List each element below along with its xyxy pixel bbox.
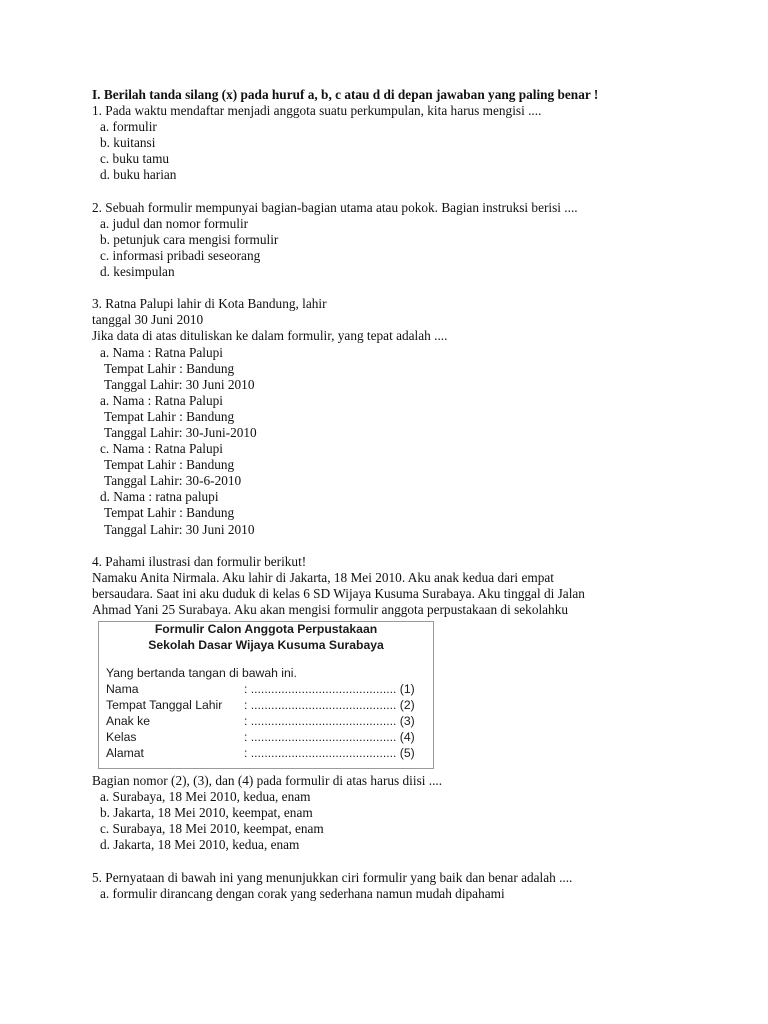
answer-option: a. Surabaya, 18 Mei 2010, kedua, enam <box>100 789 311 805</box>
answer-option: d. buku harian <box>100 167 177 183</box>
form-row-nama <box>106 681 433 697</box>
worksheet-page <box>92 87 732 902</box>
form-row-label: Alamat <box>106 746 144 761</box>
answer-option-detail: Tempat Lahir : Bandung <box>104 360 235 376</box>
answer-option: b. Jakarta, 18 Mei 2010, keempat, enam <box>100 805 313 821</box>
question-text: 5. Pernyataan di bawah ini yang menunjukkan ciri formulir yang baik dan benar adalah .... <box>92 869 573 885</box>
answer-option: d. Jakarta, 18 Mei 2010, kedua, enam <box>100 837 300 853</box>
question-1 <box>92 103 732 183</box>
story-text: Namaku Anita Nirmala. Aku lahir di Jakarta, 18 Mei 2010. Aku anak kedua dari empat <box>92 569 554 585</box>
form-row-label: Nama <box>106 682 139 697</box>
question-4 <box>92 554 732 854</box>
story-text: bersaudara. Saat ini aku duduk di kelas 6 SD Wijaya Kusuma Surabaya. Aku tinggal di Jalan <box>92 585 585 601</box>
answer-option: d. Nama : ratna palupi <box>100 489 219 505</box>
form-row-blank: : ........................................... (1) <box>244 682 415 697</box>
answer-option: b. kuitansi <box>100 135 156 151</box>
form-row-anak-ke <box>106 713 433 729</box>
question-text: Bagian nomor (2), (3), dan (4) pada formulir di atas harus diisi .... <box>92 773 443 789</box>
question-text: 1. Pada waktu mendaftar menjadi anggota suatu perkumpulan, kita harus mengisi .... <box>92 103 542 119</box>
form-row-label: Tempat Tanggal Lahir <box>106 698 223 713</box>
answer-option-detail: Tanggal Lahir: 30 Juni 2010 <box>104 376 255 392</box>
answer-option: c. Surabaya, 18 Mei 2010, keempat, enam <box>100 821 324 837</box>
form-row-kelas <box>106 729 433 745</box>
answer-option: b. petunjuk cara mengisi formulir <box>100 231 279 247</box>
answer-option-detail: Tempat Lahir : Bandung <box>104 457 235 473</box>
answer-option: a. Nama : Ratna Palupi <box>100 392 223 408</box>
answer-option: a. Nama : Ratna Palupi <box>100 344 223 360</box>
form-row-blank: : ........................................... (5) <box>244 746 415 761</box>
answer-option: a. formulir dirancang dengan corak yang sederhana namun mudah dipahami <box>100 885 505 901</box>
form-title: Formulir Calon Anggota Perpustakaan <box>154 622 378 637</box>
form-row-label: Kelas <box>106 730 137 745</box>
answer-option-detail: Tanggal Lahir: 30 Juni 2010 <box>104 521 255 537</box>
question-text: 4. Pahami ilustrasi dan formulir berikut! <box>92 553 307 569</box>
answer-option: a. judul dan nomor formulir <box>100 215 249 231</box>
answer-option-detail: Tempat Lahir : Bandung <box>104 408 235 424</box>
question-text: tanggal 30 Juni 2010 <box>92 312 204 328</box>
answer-option-detail: Tanggal Lahir: 30-6-2010 <box>104 473 242 489</box>
question-2 <box>92 200 732 280</box>
answer-option: d. kesimpulan <box>100 264 175 280</box>
answer-option-detail: Tanggal Lahir: 30-Juni-2010 <box>104 424 257 440</box>
form-row-label: Anak ke <box>106 714 151 729</box>
answer-option-detail: Tempat Lahir : Bandung <box>104 505 235 521</box>
form-row-alamat <box>106 745 433 761</box>
form-subtitle: Sekolah Dasar Wijaya Kusuma Surabaya <box>148 637 384 652</box>
form-row-tempat-tanggal-lahir <box>106 697 433 713</box>
answer-option: c. informasi pribadi seseorang <box>100 247 261 263</box>
form-row-blank: : ........................................... (3) <box>244 714 415 729</box>
form-row-blank: : ........................................... (2) <box>244 698 415 713</box>
library-form-illustration <box>98 621 434 769</box>
question-text: Jika data di atas dituliskan ke dalam formulir, yang tepat adalah .... <box>92 328 448 344</box>
question-text: 3. Ratna Palupi lahir di Kota Bandung, lahir <box>92 296 327 312</box>
question-3 <box>92 296 732 537</box>
answer-option: c. Nama : Ratna Palupi <box>100 441 223 457</box>
instruction-heading: I. Berilah tanda silang (x) pada huruf a, b, c atau d di depan jawaban yang paling benar ! <box>92 87 599 102</box>
question-5 <box>92 870 732 902</box>
story-text: Ahmad Yani 25 Surabaya. Aku akan mengisi formulir anggota perpustakaan di sekolahku <box>92 602 569 617</box>
answer-option: c. buku tamu <box>100 151 170 167</box>
form-intro: Yang bertanda tangan di bawah ini. <box>106 666 297 681</box>
question-text: 2. Sebuah formulir mempunyai bagian-bagian utama atau pokok. Bagian instruksi berisi .... <box>92 199 578 215</box>
form-row-blank: : ........................................... (4) <box>244 730 415 745</box>
answer-option: a. formulir <box>100 119 157 135</box>
